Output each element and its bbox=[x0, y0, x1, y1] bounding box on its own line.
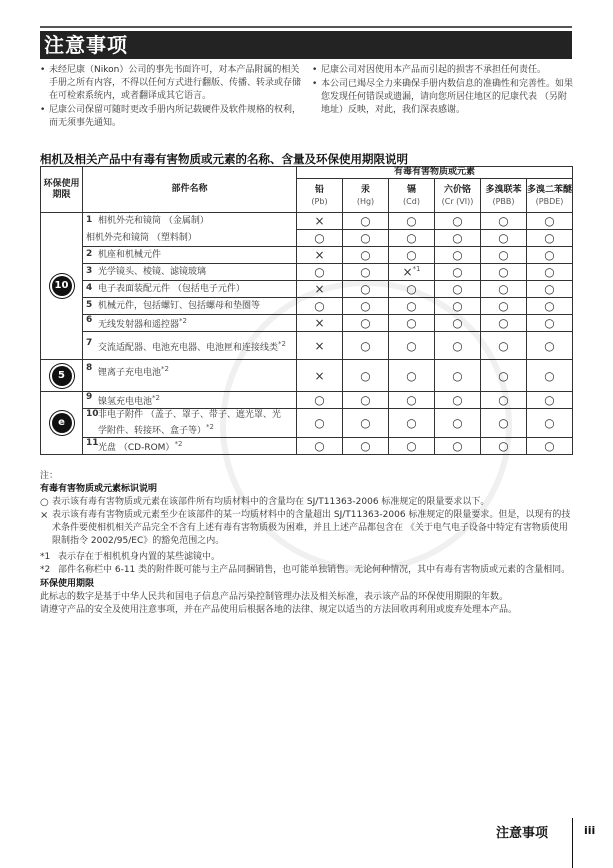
hazardous-substances-table bbox=[40, 166, 573, 455]
table-row: 11光盘 （CD-ROM）$^{*2}$ ○ ○ ○ ○ ○ ○ bbox=[41, 438, 573, 455]
cross-mark-icon: × bbox=[40, 510, 49, 521]
header-substance: 多溴二苯醚 (PBDE) bbox=[527, 179, 573, 213]
header-substance: 镉 (Cd) bbox=[389, 179, 435, 213]
footnote-ref: *1 bbox=[412, 265, 421, 273]
part-label: 电子表面装配元件 （包括电子元件） bbox=[98, 284, 245, 294]
header-part-name: 部件名称 bbox=[83, 167, 297, 213]
notes-label: 注： bbox=[40, 471, 59, 481]
page-number: iii bbox=[584, 824, 596, 837]
table-heading: 相机及相关产品中有毒有害物质或元素的名称、含量及环保使用期限说明 bbox=[40, 152, 408, 166]
top-rule bbox=[40, 26, 572, 28]
table-row: 7 交流适配器、电池充电器、电池匣和连接线类$^{*2}$ × ○ ○ ○ ○ ○ bbox=[41, 332, 573, 360]
intro-right-column bbox=[312, 64, 574, 118]
intro-paragraph: • 未经尼康（Nikon）公司的事先书面许可，对本产品附属的相关手册之所有内容，不得以任何方式进行翻版、传播、转录或存储在可检索系统内，或者翻译成其它语言。 bbox=[40, 64, 302, 103]
period-cell-10 bbox=[41, 213, 83, 360]
table-row: 10非电子附件 （盖子、罩子、带子、遮光罩、光学附件、转接环、盒子等）$^{*2}$ ○ ○ ○ ○ ○ ○ bbox=[41, 409, 573, 438]
part-label: 光盘 （CD-ROM）$^{*2}$ bbox=[98, 440, 183, 453]
footnote-ref: *2 bbox=[278, 339, 286, 348]
part-label: 镍氢充电电池$^{*2}$ bbox=[98, 394, 160, 407]
circle-mark-icon: ○ bbox=[40, 497, 49, 508]
table-row: 4 电子表面装配元件 （包括电子元件） × ○ ○ ○ ○ ○ bbox=[41, 281, 573, 298]
header-period: 环保使用期限 bbox=[41, 167, 83, 213]
intro-left-column bbox=[40, 64, 302, 131]
eco-period-5-icon: 5 bbox=[52, 366, 72, 386]
intro-paragraph: • 尼康公司对因使用本产品而引起的损害不承担任何责任。 bbox=[312, 64, 574, 77]
part-label: 相机外壳和镜筒 （塑料制） bbox=[86, 232, 197, 243]
part-label: 交流适配器、电池充电器、电池匣和连接线类$^{*2}$ bbox=[98, 339, 286, 353]
period-heading: 环保使用期限 bbox=[40, 579, 95, 589]
footnote-ref: *2 bbox=[161, 365, 169, 373]
eco-period-e-icon: e bbox=[52, 413, 72, 433]
header-substance: 六价铬 (Cr (VI)) bbox=[435, 179, 481, 213]
period-cell-5 bbox=[41, 360, 83, 392]
page-title: 注意事项 bbox=[44, 33, 128, 57]
footnote-ref: *2 bbox=[152, 394, 160, 402]
part-label: 机座和机械元件 bbox=[98, 250, 162, 260]
period-text: 此标志的数字是基于中华人民共和国电子信息产品污染控制管理办法及相关标准，表示该产品的环保使用期限的年数。 bbox=[40, 592, 509, 602]
part-label: 光学镜头、棱镜、滤镜玻璃 bbox=[98, 267, 207, 277]
table-row: e 9 镍氢充电电池$^{*2}$ ○ ○ ○ ○ ○ ○ bbox=[41, 392, 573, 409]
footnote-1: *1 表示存在于相机机身内置的某些滤镜中。 bbox=[40, 552, 221, 562]
intro-paragraph: • 本公司已竭尽全力来确保手册内数信息的准确性和完善性。如果您发现任何错误或遗漏，请向您所居住地区的尼康代表 （另附地址）反映，对此，我们深表感谢。 bbox=[312, 78, 574, 117]
header-substance: 铅 (Pb) bbox=[297, 179, 343, 213]
footnote-ref: *2 bbox=[206, 423, 214, 431]
footnote-2: *2 部件名称栏中 6-11 类的附件既可能与主产品同捆销售，也可能单独销售。无论何种情况，其中有毒有害物质或元素的含量相同。 bbox=[40, 565, 571, 575]
legend-cross: × 表示该有毒有害物质或元素至少在该部件的某一均质材料中的含量超出 SJ/T11363-2006 标准规定的限量要求。但是，以现有的技术条件要使相机相关产品完全不含有上述有毒有害物质极为困难，并且上述产品都包含在 《关于电气电子设备中特定有害物质使用限制指令 2002/95/EC》的豁免范围之内。 bbox=[40, 510, 571, 546]
table-row: 3 光学镜头、棱镜、滤镜玻璃 ○ ○ ×$^{*1}$ ○ ○ ○ bbox=[41, 264, 573, 281]
part-label: 机械元件，包括螺钉、包括螺母和垫圈等 bbox=[98, 301, 261, 311]
table-row: 10 1 相机外壳和镜筒 （金属制） × ○ ○ ○ ○ ○ bbox=[41, 213, 573, 230]
marks-heading: 有毒有害物质或元素标识说明 bbox=[40, 484, 158, 494]
footnote-ref: *2 bbox=[174, 440, 183, 448]
period-cell-e bbox=[41, 392, 83, 455]
header-substance: 汞 (Hg) bbox=[343, 179, 389, 213]
header-substance: 多溴联苯 (PBB) bbox=[481, 179, 527, 213]
part-label: 非电子附件 （盖子、罩子、带子、遮光罩、光学附件、转接环、盒子等）$^{*2}$ bbox=[98, 410, 281, 436]
period-text: 请遵守产品的安全及使用注意事项，并在产品使用后根据各地的法律、规定以适当的方法回收再利用或废弃处理本产品。 bbox=[40, 605, 518, 615]
notes-section bbox=[40, 470, 574, 617]
table-row: 5 机械元件，包括螺钉、包括螺母和垫圈等 ○ ○ ○ ○ ○ ○ bbox=[41, 298, 573, 315]
part-label: 锂离子充电电池$^{*2}$ bbox=[98, 365, 169, 378]
eco-period-10-icon: 10 bbox=[52, 276, 72, 296]
footnote-ref: *2 bbox=[179, 317, 187, 325]
part-label: 无线发射器和遥控器$^{*2}$ bbox=[98, 317, 187, 330]
table-row: 6 无线发射器和遥控器$^{*2}$ × ○ ○ ○ ○ ○ bbox=[41, 315, 573, 332]
footer-divider bbox=[572, 818, 573, 868]
legend-circle: ○ 表示该有毒有害物质或元素在该部件所有均质材料中的含量均在 SJ/T11363-2006 标准规定的限量要求以下。 bbox=[40, 497, 490, 508]
table-row: 相机外壳和镜筒 （塑料制） ○ ○ ○ ○ ○ ○ bbox=[41, 230, 573, 247]
intro-paragraph: • 尼康公司保留可随时更改手册内所记载硬件及软件规格的权利，而无须事先通知。 bbox=[40, 104, 302, 130]
footer-title: 注意事项 bbox=[496, 826, 549, 841]
table-row: 2 机座和机械元件 × ○ ○ ○ ○ ○ bbox=[41, 247, 573, 264]
header-substances: 有毒有害物质或元素 bbox=[297, 167, 573, 179]
part-label: 相机外壳和镜筒 （金属制） bbox=[98, 216, 209, 227]
table-row: 5 8 锂离子充电电池$^{*2}$ × ○ ○ ○ ○ ○ bbox=[41, 360, 573, 392]
